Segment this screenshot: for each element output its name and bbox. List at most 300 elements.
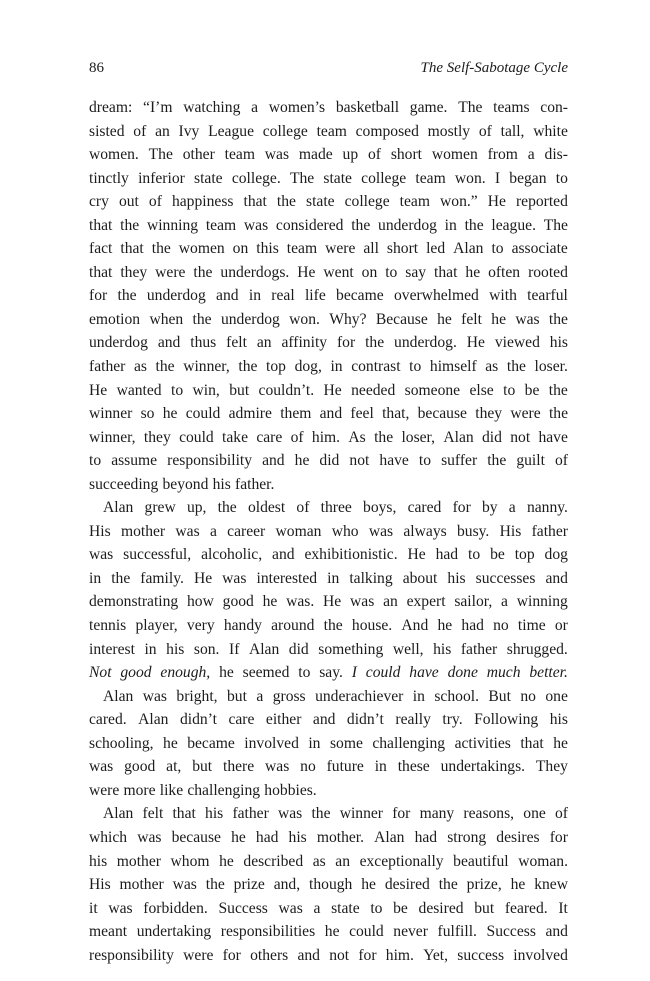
word: the xyxy=(192,310,212,328)
word: his xyxy=(447,569,466,587)
word: His xyxy=(89,876,111,894)
word: to xyxy=(503,381,516,399)
word: college xyxy=(344,193,390,211)
word: state xyxy=(306,193,335,211)
word: didn’t xyxy=(346,711,384,729)
word: tennis xyxy=(89,617,127,635)
word: were xyxy=(155,263,186,281)
word: one xyxy=(545,687,568,705)
word: underdog xyxy=(146,287,206,305)
word: the xyxy=(438,876,458,894)
word: reasons, xyxy=(463,805,515,823)
word: with xyxy=(489,287,517,305)
word: exceptionally xyxy=(359,852,444,870)
word: led xyxy=(426,240,446,258)
word: him. xyxy=(385,946,414,964)
word: and xyxy=(312,711,336,729)
word: there xyxy=(222,758,255,776)
word: exhibitionistic. xyxy=(304,546,398,564)
word: needed xyxy=(351,381,396,399)
word: underdog xyxy=(220,310,280,328)
word: the xyxy=(155,358,175,376)
word: state xyxy=(331,899,360,917)
word: to xyxy=(385,263,398,281)
word: take xyxy=(222,428,249,446)
word: he xyxy=(324,923,340,941)
word: these xyxy=(397,758,430,776)
word: of xyxy=(296,499,310,517)
word: father xyxy=(531,522,568,540)
word: team xyxy=(316,122,347,140)
word: to xyxy=(171,381,184,399)
word: son. xyxy=(193,640,220,658)
word: more xyxy=(123,781,156,799)
word: he xyxy=(262,593,278,611)
text-line xyxy=(89,944,568,968)
word: was xyxy=(108,899,133,917)
text-line xyxy=(89,520,568,544)
word: team xyxy=(205,216,237,234)
word: or xyxy=(554,617,568,635)
word: was xyxy=(350,593,375,611)
word: the xyxy=(276,193,296,211)
word: knew xyxy=(534,876,568,894)
word: cared xyxy=(407,499,442,517)
word: very xyxy=(186,617,215,635)
word: something xyxy=(318,640,384,658)
word: some xyxy=(329,734,363,752)
word: so xyxy=(140,405,155,423)
text-line xyxy=(89,661,568,685)
word: career xyxy=(227,522,266,540)
word: fact xyxy=(89,240,113,258)
word: League xyxy=(208,122,254,140)
word: that xyxy=(520,734,544,752)
word: life xyxy=(304,287,326,305)
word: of xyxy=(478,122,492,140)
word: They xyxy=(535,758,568,776)
word: But xyxy=(488,687,511,705)
word: went xyxy=(323,263,354,281)
word: rooted xyxy=(528,263,568,281)
word: responsibility xyxy=(167,452,253,470)
word: was xyxy=(172,876,197,894)
word: win, xyxy=(192,381,220,399)
word: but xyxy=(227,687,247,705)
text-line xyxy=(89,143,568,167)
word: the xyxy=(193,263,213,281)
word: tall, xyxy=(500,122,525,140)
word: who xyxy=(331,522,359,540)
word: could xyxy=(185,405,221,423)
word: he xyxy=(465,263,481,281)
word: felt xyxy=(226,334,247,352)
word: to xyxy=(418,452,432,470)
word: the xyxy=(111,569,131,587)
word: say. xyxy=(319,664,343,682)
word: was xyxy=(264,146,290,164)
word: mother xyxy=(119,876,164,894)
word: The xyxy=(543,216,568,234)
word: boys, xyxy=(363,499,397,517)
word: a xyxy=(251,99,259,116)
word: he xyxy=(437,617,453,635)
body-text xyxy=(89,96,568,967)
text-line xyxy=(89,638,568,662)
word: house. xyxy=(351,617,393,635)
word: not xyxy=(329,946,350,964)
word: team xyxy=(399,193,430,211)
word: Following xyxy=(474,711,539,729)
word: the xyxy=(374,428,394,446)
word: up, xyxy=(186,499,207,517)
word: them xyxy=(280,405,312,423)
word: not xyxy=(510,428,531,446)
word: forbidden. xyxy=(143,899,208,917)
word: the xyxy=(365,334,385,352)
word: Alan xyxy=(453,240,484,258)
word: but xyxy=(192,758,213,776)
word: family. xyxy=(140,569,184,587)
word: handy xyxy=(223,617,262,635)
word: a xyxy=(313,899,321,917)
word: his xyxy=(549,334,568,352)
word: that xyxy=(89,216,113,234)
word: about xyxy=(402,569,438,587)
word: teams xyxy=(493,99,530,116)
word: that xyxy=(172,805,196,823)
word: responsibility xyxy=(89,946,174,964)
text-line xyxy=(89,331,568,355)
page-number: 86 xyxy=(89,60,104,76)
word: school. xyxy=(434,687,479,705)
word: as xyxy=(485,358,499,376)
word: the xyxy=(548,310,568,328)
word: to xyxy=(409,358,422,376)
word: guilt xyxy=(516,452,545,470)
word: around xyxy=(271,617,315,635)
word: that xyxy=(89,263,113,281)
word: good xyxy=(124,758,156,776)
word: and xyxy=(272,546,295,564)
word: was xyxy=(89,758,114,776)
word: viewed xyxy=(494,334,540,352)
word: demonstrating xyxy=(89,593,179,611)
word: future xyxy=(326,758,364,776)
word: beyond xyxy=(162,475,209,493)
word: his xyxy=(288,828,307,846)
word: his xyxy=(549,711,568,729)
word: succeeding xyxy=(89,475,159,493)
word: Alan xyxy=(248,640,280,658)
word: was xyxy=(222,569,247,587)
word: real xyxy=(271,287,295,305)
word: in xyxy=(444,216,457,234)
word: state xyxy=(194,169,223,187)
word: himself xyxy=(429,358,477,376)
word: be xyxy=(490,546,505,564)
word: the xyxy=(311,805,331,823)
word: had xyxy=(255,828,279,846)
word: He xyxy=(193,569,213,587)
word: winning xyxy=(516,593,568,611)
word: three xyxy=(320,499,352,517)
text-line xyxy=(89,284,568,308)
word: from xyxy=(487,146,518,164)
word: the xyxy=(117,287,137,305)
word: a xyxy=(527,146,535,164)
word: He xyxy=(323,381,342,399)
word: Success xyxy=(486,923,536,941)
word: If xyxy=(229,640,240,658)
text-line xyxy=(89,850,568,874)
word: composed xyxy=(355,122,419,140)
word: his xyxy=(433,640,452,658)
word: desires xyxy=(496,828,540,846)
word: He xyxy=(407,546,426,564)
word: to xyxy=(89,452,102,470)
word: he xyxy=(219,852,234,870)
word: all xyxy=(363,240,379,258)
word: talking xyxy=(349,569,393,587)
word: at, xyxy=(166,758,182,776)
text-line xyxy=(89,308,568,332)
word: underdog. xyxy=(394,334,457,352)
word: time xyxy=(517,617,546,635)
word: but xyxy=(229,381,250,399)
word: for xyxy=(89,287,108,305)
word: did xyxy=(288,640,309,658)
word: winning xyxy=(146,216,199,234)
word: couldn’t. xyxy=(258,381,315,399)
word: schooling, xyxy=(89,734,154,752)
word: interest xyxy=(89,640,135,658)
word: seemed xyxy=(242,664,290,682)
word: a xyxy=(508,499,516,517)
word: the xyxy=(238,358,258,376)
word: that, xyxy=(382,405,410,423)
word: associate xyxy=(511,240,568,258)
word: dis- xyxy=(544,146,568,164)
text-line xyxy=(89,755,568,779)
word: “I’m xyxy=(143,99,173,116)
word: him. xyxy=(311,428,341,446)
word: reported xyxy=(515,193,568,211)
word: father xyxy=(89,358,126,376)
text-line xyxy=(89,826,568,850)
word: I xyxy=(351,664,357,682)
word: this xyxy=(256,240,279,258)
word: Ivy xyxy=(178,122,200,140)
word: described xyxy=(243,852,304,870)
word: in xyxy=(308,734,321,752)
word: and xyxy=(157,334,181,352)
word: player, xyxy=(135,617,178,635)
word: was xyxy=(137,828,162,846)
word: winner, xyxy=(183,358,230,376)
word: Alan xyxy=(103,499,134,517)
word: not xyxy=(349,452,370,470)
word: His xyxy=(89,522,111,540)
word: responsibilities xyxy=(220,923,316,941)
word: the xyxy=(487,452,507,470)
word: women. xyxy=(89,146,139,164)
word: Yet, xyxy=(423,946,449,964)
word: which xyxy=(89,828,128,846)
word: care xyxy=(256,428,283,446)
word: like xyxy=(159,781,184,799)
page-header xyxy=(89,60,568,82)
word: woman. xyxy=(518,852,568,870)
word: Alan xyxy=(374,828,405,846)
word: and xyxy=(297,946,320,964)
word: The xyxy=(148,146,173,164)
word: in xyxy=(89,569,102,587)
word: by xyxy=(481,499,498,517)
word: in xyxy=(144,640,157,658)
word: were xyxy=(89,781,120,799)
word: wanted xyxy=(116,381,162,399)
word: for xyxy=(222,946,241,964)
word: much xyxy=(486,664,521,682)
word: the xyxy=(120,216,140,234)
text-line xyxy=(89,802,568,826)
word: And xyxy=(401,617,429,635)
word: the xyxy=(548,381,568,399)
word: tinctly xyxy=(89,169,129,187)
word: successes xyxy=(475,569,536,587)
word: mother xyxy=(120,522,166,540)
word: were xyxy=(325,240,356,258)
word: overwhelmed xyxy=(393,287,479,305)
word: mother. xyxy=(316,828,365,846)
word: underdog xyxy=(378,216,437,234)
word: well, xyxy=(392,640,424,658)
word: was xyxy=(243,216,269,234)
word: Because xyxy=(375,310,428,328)
word: underachiever xyxy=(315,687,404,705)
word: be xyxy=(393,899,408,917)
word: became xyxy=(187,734,235,752)
word: fulfill. xyxy=(437,923,477,941)
word: they xyxy=(143,428,171,446)
word: because xyxy=(417,405,467,423)
word: the xyxy=(351,216,371,234)
word: His xyxy=(499,522,522,540)
word: could xyxy=(365,664,401,682)
text-line xyxy=(89,261,568,285)
word: was xyxy=(278,899,303,917)
word: team xyxy=(224,146,255,164)
word: he xyxy=(361,876,376,894)
word: of xyxy=(148,193,162,211)
word: care xyxy=(228,711,255,729)
word: loser. xyxy=(534,358,568,376)
word: made xyxy=(298,146,333,164)
word: other xyxy=(182,146,215,164)
text-line xyxy=(89,897,568,921)
word: won.” xyxy=(440,193,478,211)
word: top xyxy=(266,358,286,376)
word: because xyxy=(171,828,221,846)
word: that xyxy=(120,240,144,258)
word: was xyxy=(265,758,290,776)
word: success xyxy=(457,946,505,964)
word: winner xyxy=(339,805,383,823)
word: no xyxy=(300,758,316,776)
word: expert xyxy=(406,593,446,611)
word: never xyxy=(393,923,428,941)
word: con- xyxy=(540,99,568,116)
word: as xyxy=(312,852,326,870)
word: loser, xyxy=(401,428,436,446)
word: Alan xyxy=(103,805,134,823)
word: done xyxy=(447,664,478,682)
word: It xyxy=(558,899,568,917)
word: he xyxy=(162,405,178,423)
word: for xyxy=(549,828,568,846)
text-line xyxy=(89,473,568,497)
word: he xyxy=(231,828,246,846)
word: didn’t xyxy=(179,711,217,729)
word: hobbies. xyxy=(264,781,317,799)
word: undertakings. xyxy=(440,758,526,776)
word: The xyxy=(458,99,483,116)
word: involved xyxy=(244,734,299,752)
word: a xyxy=(256,687,264,705)
word: underdog xyxy=(89,334,148,352)
word: an xyxy=(256,334,272,352)
word: that xyxy=(434,263,458,281)
word: were xyxy=(510,405,541,423)
word: As xyxy=(348,428,366,446)
word: of xyxy=(367,146,381,164)
text-line xyxy=(89,237,568,261)
word: beautiful xyxy=(453,852,509,870)
word: the xyxy=(205,876,225,894)
text-line xyxy=(89,496,568,520)
word: as xyxy=(133,358,147,376)
text-line xyxy=(89,920,568,944)
word: others xyxy=(250,946,289,964)
word: sisted xyxy=(89,122,125,140)
word: to xyxy=(468,546,481,564)
word: in xyxy=(412,687,425,705)
word: of xyxy=(554,805,568,823)
word: had xyxy=(461,617,484,635)
word: mostly xyxy=(427,122,471,140)
word: on xyxy=(232,240,249,258)
word: he xyxy=(510,876,526,894)
word: to xyxy=(298,664,311,682)
word: college xyxy=(361,169,407,187)
word: have xyxy=(538,428,568,446)
word: father xyxy=(232,805,269,823)
word: was xyxy=(368,522,394,540)
word: activities xyxy=(454,734,511,752)
word: in xyxy=(330,358,343,376)
text-line xyxy=(89,732,568,756)
text-line xyxy=(89,685,568,709)
word: the xyxy=(217,499,237,517)
word: woman xyxy=(275,522,322,540)
word: in xyxy=(248,287,261,305)
word: inferior xyxy=(138,169,185,187)
text-line xyxy=(89,614,568,638)
word: He xyxy=(466,334,485,352)
word: was. xyxy=(286,593,315,611)
word: in xyxy=(327,569,340,587)
